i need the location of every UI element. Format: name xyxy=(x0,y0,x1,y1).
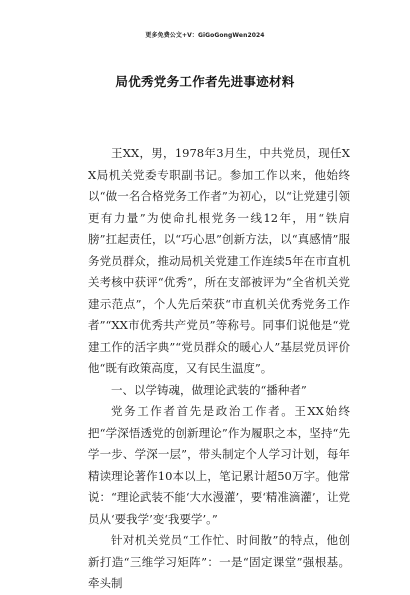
section-heading-1: 一、以学铸魂，做理论武装的“播种者” xyxy=(111,382,307,397)
paragraph-intro: 王XX，男，1978年3月生，中共党员，现任XX局机关党委专职副书记。参加工作以来，他始终以“做一名合格党务工作者”为初心，以“让党建引领更有力量”为使命扎根党务一线12年，用“铁肩膀”扛起责任，以“巧心思”创新方法，以“真感情”服务党员群众，推动局机关党建工作连续5年在市直机关考核中获评“优秀”，所在支部被评为“全省机关党建示范点”，个人先后荣获“市直机关优秀党务工作者”“XX市优秀共产党员”等称号。同事们说他是“党建工作的活字典”“党员群众的暖心人”基层党员评价他“既有政策高度，又有民生温度”。 xyxy=(88,146,350,375)
watermark-text: 更多免费公文+V：GiGoGongWen2024 xyxy=(145,32,265,39)
paragraph-section-1-cont: 针对机关党员“工作忙、时间散”的特点，他创新打造“三维学习矩阵”：一是“固定课堂”强根基。牵头制 xyxy=(88,533,350,590)
document-title: 局优秀党务工作者先进事迹材料 xyxy=(115,74,295,89)
document-body xyxy=(88,143,350,595)
paragraph-section-1: 党务工作者首先是政治工作者。王XX始终把“学深悟透党的创新理论”作为履职之本，坚持“先学一步、学深一层”，带头制定个人学习计划，每年精读理论著作10本以上，笔记累计超50万字。他常说：“理论武装不能‘大水漫灌’，要‘精准滴灌’，让党员从‘要我学’变‘我要学’。” xyxy=(88,404,350,526)
